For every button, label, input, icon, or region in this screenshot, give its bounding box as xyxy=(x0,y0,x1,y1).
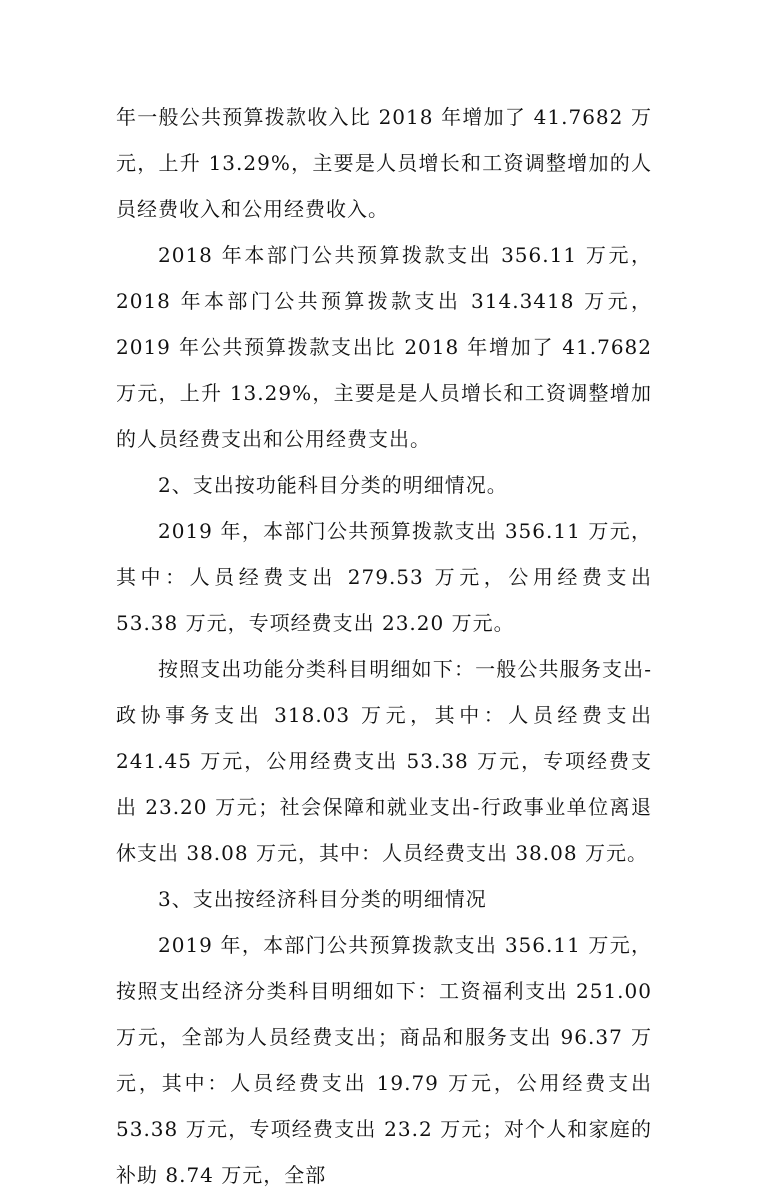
paragraph-continued-income: 年一般公共预算拨款收入比 2018 年增加了 41.7682 万元，上升 13.29%，主要是人员增长和工资调整增加的人员经费收入和公用经费收入。 xyxy=(116,105,652,221)
document-body xyxy=(116,94,652,1198)
section-heading-economic: 3、支出按经济科目分类的明细情况 xyxy=(158,887,487,911)
paragraph-economic-detail: 2019 年，本部门公共预算拨款支出 356.11 万元，按照支出经济分类科目明细如下：工资福利支出 251.00 万元，全部为人员经费支出；商品和服务支出 96.37 万元，其中：人员经费支出 19.79 万元，公用经费支出 53.38 万元，专项经费支出 23.2 万元；对个人和家庭的补助 8.74 万元，全部 xyxy=(116,933,652,1187)
paragraph-expenditure-comparison: 2018 年本部门公共预算拨款支出 356.11 万元，2018 年本部门公共预算拨款支出 314.3418 万元， 2019 年公共预算拨款支出比 2018 年增加了 41.7682 万元，上升 13.29%，主要是是人员增长和工资调整增加的人员经费支出和公用经费支出。 xyxy=(116,243,652,451)
paragraph-functional-summary: 2019 年，本部门公共预算拨款支出 356.11 万元，其中：人员经费支出 279.53 万元，公用经费支出 53.38 万元，专项经费支出 23.20 万元。 xyxy=(116,519,652,635)
paragraph-functional-detail: 按照支出功能分类科目明细如下：一般公共服务支出-政协事务支出 318.03 万元，其中：人员经费支出 241.45 万元，公用经费支出 53.38 万元，专项经费支出 23.20 万元；社会保障和就业支出-行政事业单位离退休支出 38.08 万元，其中：人员经费支出 38.08 万元。 xyxy=(116,657,652,865)
section-heading-functional: 2、支出按功能科目分类的明细情况。 xyxy=(158,473,508,497)
